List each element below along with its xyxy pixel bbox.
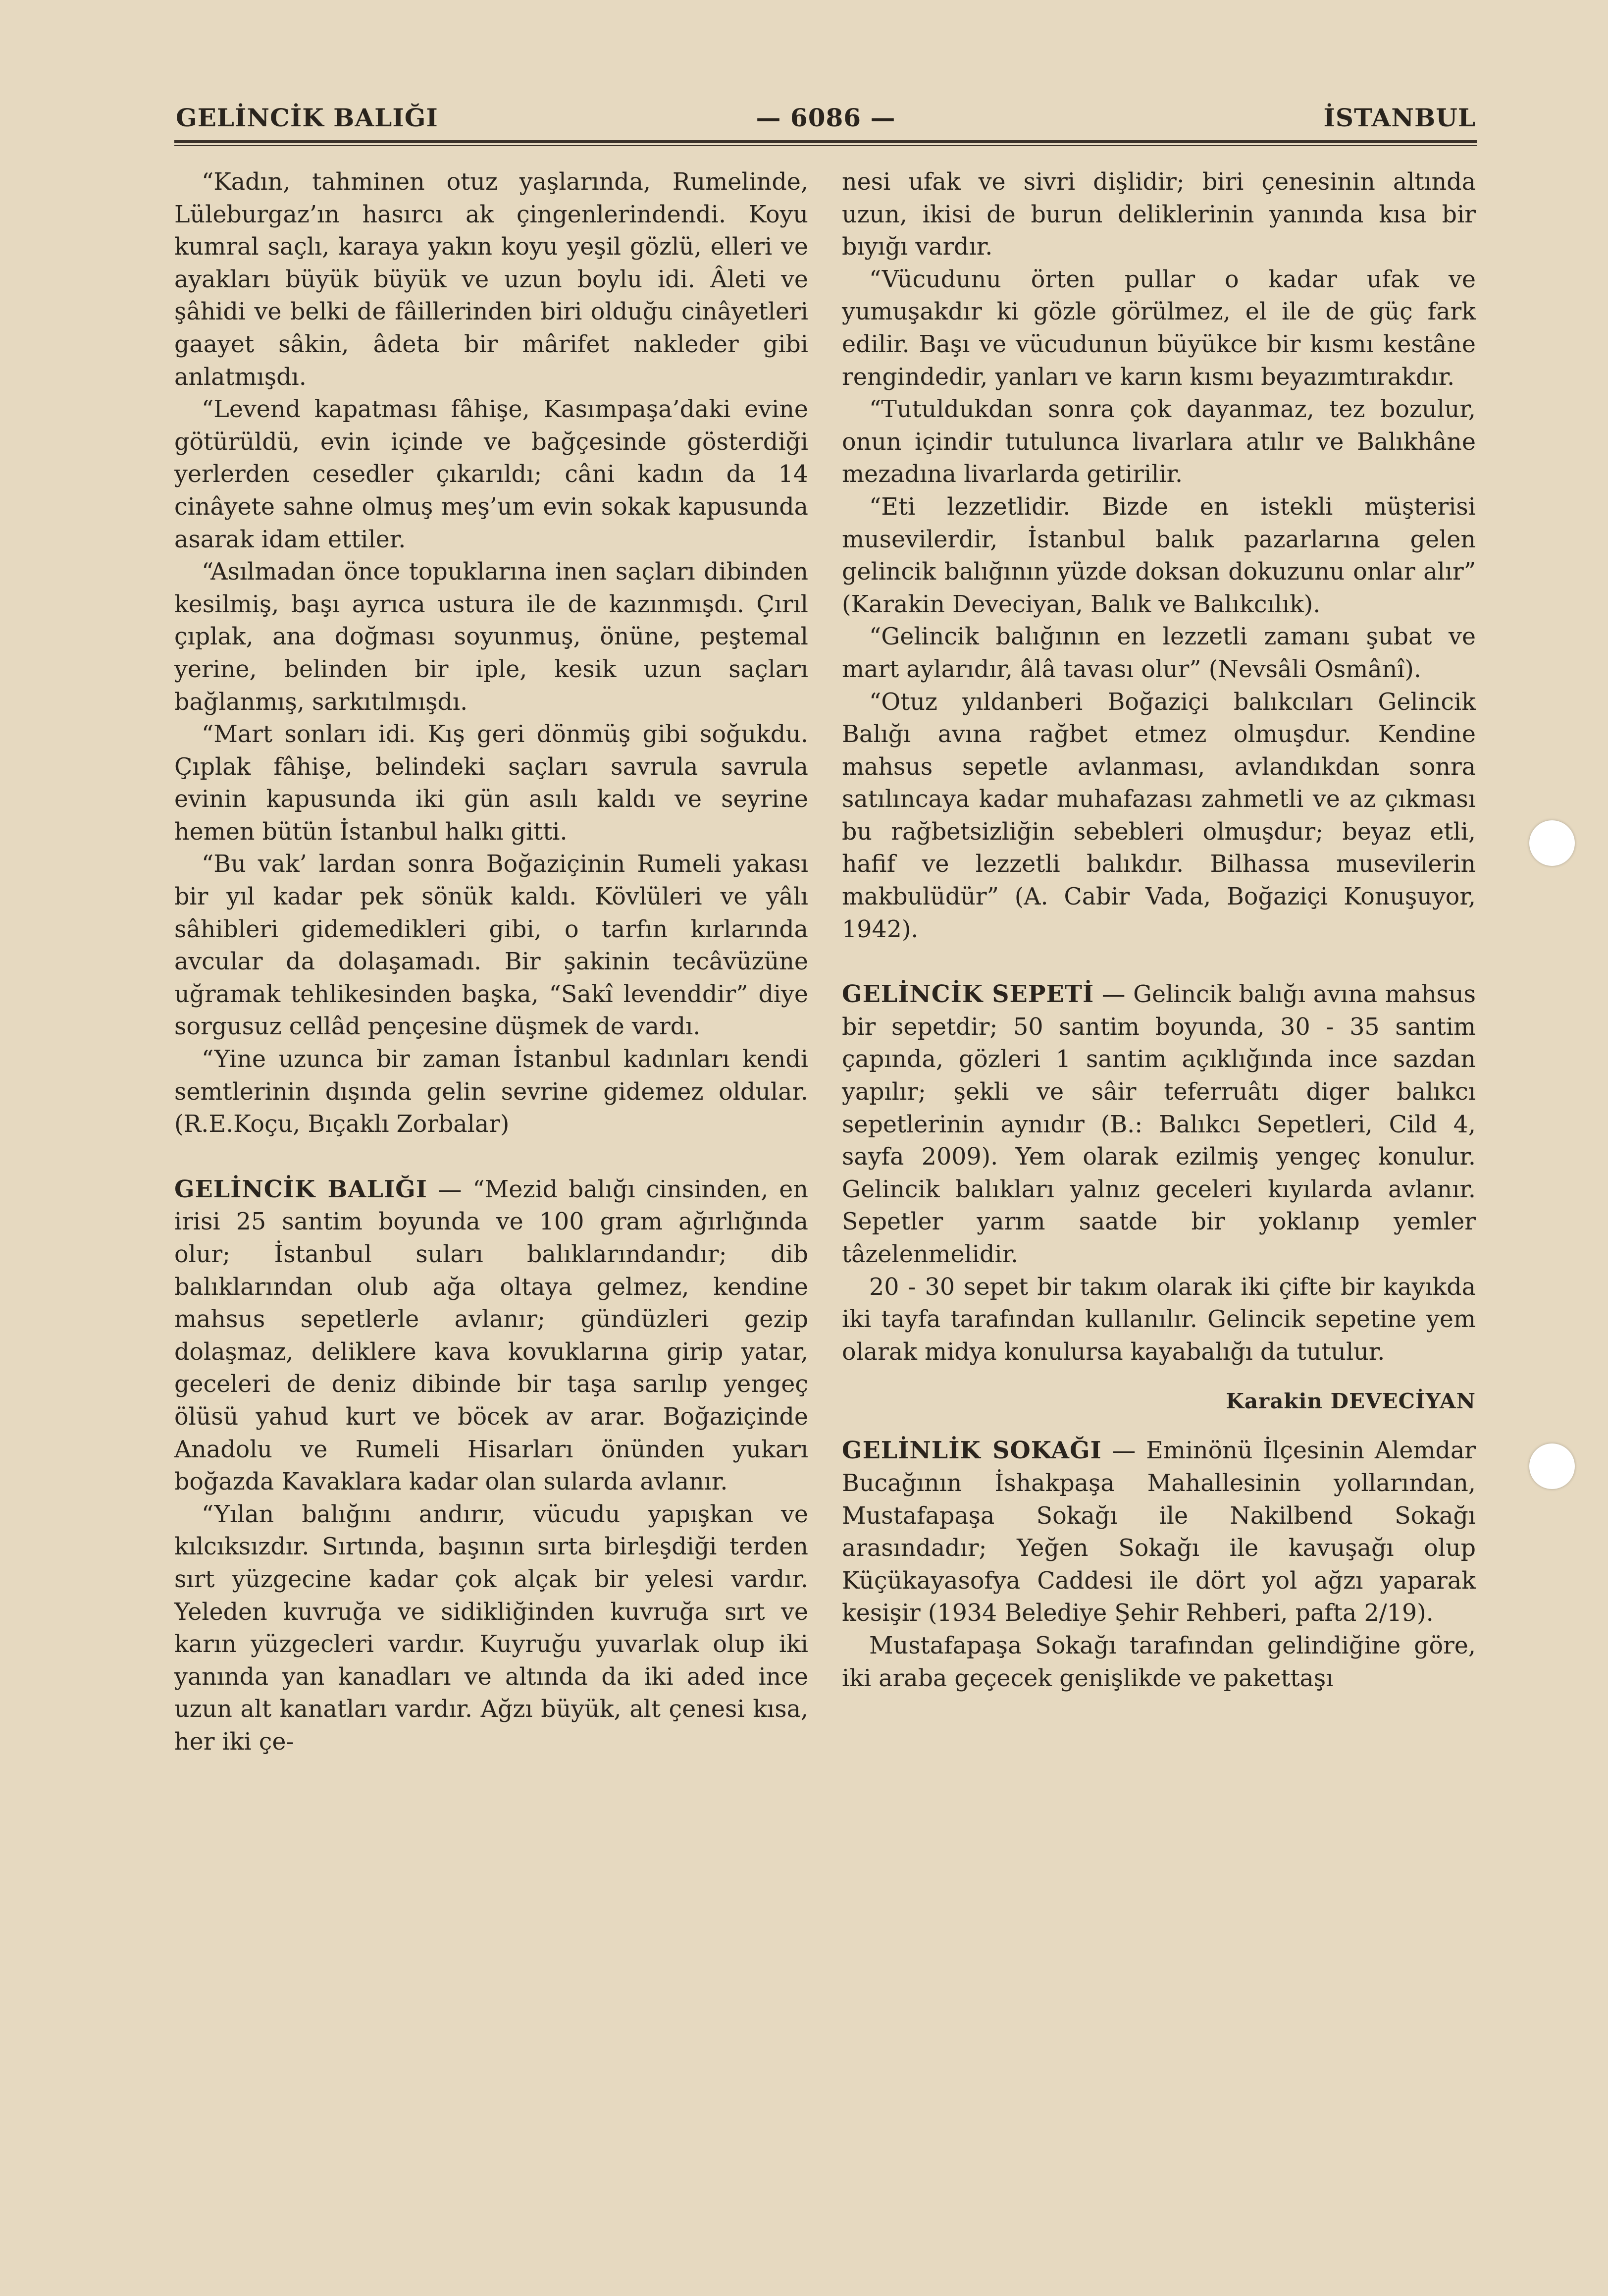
entry-heading: GELİNCİK SEPETİ: [842, 980, 1094, 1009]
header-rule: [174, 140, 1477, 143]
body-paragraph: nesi ufak ve sivri dişlidir; biri çenesinin altında uzun, ikisi de burun deliklerinin yanında kısa bir bıyığı vardır.: [842, 168, 1476, 261]
header-rule-thin: [174, 145, 1477, 146]
body-paragraph: Mustafapaşa Sokağı tarafından gelindiğine göre, iki araba geçecek genişlikde ve pakettaşı: [842, 1632, 1476, 1692]
body-paragraph: “Kadın, tahminen otuz yaşlarında, Rumelinde, Lüleburgaz’ın hasırcı ak çingenlerindendi. Koyu kumral saçlı, karaya yakın koyu yeşil gözlü, elleri ve ayakları büyük büyük ve uzun boylu idi. Âleti ve şâhidi ve belki de fâillerinden biri olduğu cinâyetleri gaayet sâkin, âdeta bir mârifet nakleder gibi anlatmışdı.: [174, 168, 808, 391]
body-paragraph: 20 - 30 sepet bir takım olarak iki çifte bir kayıkda iki tayfa tarafından kullanılır. Gelincik sepetine yem olarak midya konulursa kayabalığı da tutulur.: [842, 1273, 1476, 1366]
entry-heading: GELİNCİK BALIĞI: [174, 1175, 427, 1203]
body-paragraph: “Tutuldukdan sonra çok dayanmaz, tez bozulur, onun içindir tutulunca livarlara atılır ve Balıkhâne mezadına livarlarda getirilir.: [842, 396, 1476, 488]
running-header: [176, 95, 1476, 140]
body-paragraph: “Vücudunu örten pullar o kadar ufak ve yumuşakdır ki gözle görülmez, el ile de güç fark edilir. Başı ve vücudunun büyükce bir kısmı kestâne rengindedir, yanları ve karın kısmı beyazımtırakdır.: [842, 266, 1476, 391]
header-left-title: GELİNCİK BALIĞI: [176, 103, 438, 132]
section-gap: [842, 946, 1476, 978]
entry-gelincik-baligi: [174, 1174, 808, 1498]
entry-text: — Eminönü İlçesinin Alemdar Bucağının İshakpaşa Mahallesinin yollarından, Mustafapaşa Sokağı ile Nakilbend Sokağı arasındadır; Yeğen Sokağı ile kavuşağı olup Küçükayasofya Caddesi ile dört yol ağzı yaparak kesişir (1934 Belediye Şehir Rehberi, pafta 2/19).: [842, 1437, 1476, 1627]
page-number: — 6086 —: [756, 103, 896, 132]
body-paragraph: “Gelincik balığının en lezzetli zamanı şubat ve mart aylarıdır, âlâ tavası olur” (Nevsâli Osmânî).: [842, 623, 1476, 683]
body-paragraph: “Otuz yıldanberi Boğaziçi balıkcıları Gelincik Balığı avına rağbet etmez olmuşdur. Kendine mahsus sepetle avlanması, avlandıkdan sonra satılıncaya kadar muhafazası zahmetli ve az çıkması bu rağbetsizliğin sebebleri olmuşdur; beyaz etli, hafif ve lezzetli balıkdır. Bilhassa musevilerin makbulüdür” (A. Cabir Vada, Boğaziçi Konuşuyor, 1942).: [842, 688, 1476, 943]
body-paragraph: “Bu vak’ lardan sonra Boğaziçinin Rumeli yakası bir yıl kadar pek sönük kaldı. Kövlüleri ve yâlı sâhibleri gidemedikleri gibi, o tarfın kırlarında avcular da dolaşamadı. Bir şakinin tecâvüzüne uğramak tehlikesinden başka, “Sakî levenddir” diye sorgusuz cellâd pençesine düşmek de vardı.: [174, 851, 808, 1041]
entry-gelincik-sepeti: [842, 978, 1476, 1271]
body-paragraph: “Eti lezzetlidir. Bizde en istekli müşterisi musevilerdir, İstanbul balık pazarlarına gelen gelincik balığının yüzde doksan dokuzunu onlar alır” (Karakin Deveciyan, Balık ve Balıkcılık).: [842, 493, 1476, 618]
entry-gelinlik-sokagi: [842, 1435, 1476, 1630]
body-paragraph: “Mart sonları idi. Kış geri dönmüş gibi soğukdu. Çıplak fâhişe, belindeki saçları savrula savrula evinin kapusunda iki gün asılı kaldı ve seyrine hemen bütün İstanbul halkı gitti.: [174, 721, 808, 846]
entry-text: — Gelincik balığı avına mahsus bir sepetdir; 50 santim boyunda, 30 - 35 santim çapında, gözleri 1 santim açıklığında ince sazdan yapılır; şekli ve sâir teferruâtı diger balıkcı sepetlerinin aynıdır (B.: Balıkcı Sepetleri, Cild 4, sayfa 2009). Yem olarak ezilmiş yengeç konulur. Gelincik balıkları yalnız geceleri kıyılarda avlanır. Sepetler yarım saatde bir yoklanıp yemler tâzelenmelidir.: [842, 981, 1476, 1268]
header-right-title: İSTANBUL: [1323, 103, 1476, 132]
body-paragraph: “Yılan balığını andırır, vücudu yapışkan ve kılcıksızdır. Sırtında, başının sırta birleşdiği terden sırt yüzgecine kadar çok alçak bir yelesi vardır. Yeleden kuvruğa ve sidikliğinden kuvruğa sırt ve karın yüzgecleri vardır. Kuyruğu yuvarlak olup iki yanında yan kanadları ve altında da iki aded ince uzun alt kanatları vardır. Ağzı büyük, alt çenesi kısa, her iki çe-: [174, 1500, 808, 1756]
entry-heading: GELİNLİK SOKAĞI: [842, 1437, 1102, 1465]
right-column: [842, 166, 1476, 1695]
author-signature: Karakin DEVECİYAN: [1226, 1389, 1476, 1414]
body-paragraph: “Yine uzunca bir zaman İstanbul kadınları kendi semtlerinin dışında gelin sevrine gidemez oldular. (R.E.Koçu, Bıçaklı Zorbalar): [174, 1046, 808, 1138]
body-paragraph: “Levend kapatması fâhişe, Kasımpaşa’daki evine götürüldü, evin içinde ve bağçesinde gösterdiği yerlerden cesedler çıkarıldı; câni kadın da 14 cinâyete sahne olmuş meş’um evin sokak kapusunda asarak idam ettiler.: [174, 396, 808, 553]
punch-hole: [1529, 1443, 1575, 1489]
left-column: [174, 166, 808, 1759]
entry-text: — “Mezid balığı cinsinden, en irisi 25 santim boyunda ve 100 gram ağırlığında olur; İstanbul suları balıklarındandır; dib balıklarından olub ağa oltaya gelmez, kendine mahsus sepetlerle avlanır; gündüzleri gezip dolaşmaz, deliklere kava kovuklarına girip yatar, geceleri de deniz dibinde bir taşa sarılıp yengeç ölüsü yahud kurt ve böcek av arar. Boğaziçinde Anadolu ve Rumeli Hisarları önünden yukarı boğazda Kavaklara kadar olan sularda avlanır.: [174, 1175, 809, 1496]
section-gap: [174, 1141, 808, 1174]
punch-hole: [1529, 820, 1575, 866]
body-paragraph: “Asılmadan önce topuklarına inen saçları dibinden kesilmiş, başı ayrıca ustura ile de kazınmışdı. Çırıl çıplak, ana doğması soyunmuş, önüne, peştemal yerine, belinden bir iple, kesik uzun saçları bağlanmış, sarkıtılmışdı.: [174, 558, 808, 716]
